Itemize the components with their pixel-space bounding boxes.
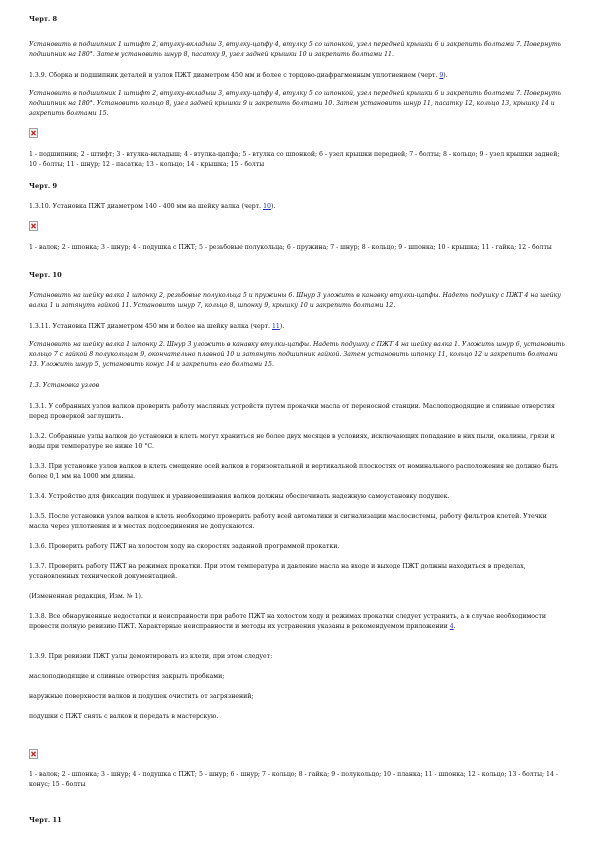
figure-caption: Черт. 9: [29, 182, 58, 190]
paragraph-with-link: 1.3.10. Установка ПЖТ диаметром 140 - 400 мм на шейку валка (черт. 10).: [29, 203, 276, 210]
paragraph: 1.3.3. При установке узлов валков в клеть смещение осей валков в горизонтальной и вертикальной плоскостях от номинального расположения не должно быть более 0,1 мм на 1000 мм длины.: [29, 463, 559, 480]
paragraph: Установить в подшипник 1 штифт 2, втулку-вкладыш 3, втулку-цапфу 4, втулку 5 со шпонкой, узел передней крышки 6 и закрепить болтами 7. Повернуть подшипник на 180°. Затем установить шнур 8, пасатку 9, узел задней крышки 10 и закрепить болтами 11.: [29, 41, 562, 58]
paragraph: Установить в подшипник 1 штифт 2, втулку-вкладыш 3, втулку-цапфу 4, втулку 5 со шпонкой, узел передней крышки 6 и закрепить болтами 7. Повернуть подшипник на 180°. Установить кольцо 8, узел задней крышки 9 и закрепить болтами 10. Затем установить шнур 11, пасатку 12, кольцо 13, крышку 14 и закрепить болтами 15.: [29, 90, 562, 117]
paragraph: 1.3.5. После установки узлов валков в клеть необходимо проверить работу всей автоматики и сигнализации маслосистемы, работу фильтров клетей. Утечки масла через уплотнения и в местах подсоединения не допускаются.: [29, 513, 547, 530]
figure-caption: Черт. 10: [29, 271, 62, 279]
paragraph-with-link: 1.3.9. Сборка и подшипник деталей и узлов ПЖТ диаметром 450 мм и более с торцово-диафрагменным уплотнением (черт. 9).: [29, 72, 448, 79]
figure-link[interactable]: 9: [439, 72, 444, 79]
list-item: маслоподводящие и сливные отверстия закрыть пробками;: [29, 673, 225, 680]
broken-image-icon: [29, 749, 38, 759]
figure-link[interactable]: 10: [263, 203, 271, 210]
figure-legend: 1 - валок; 2 - шпонка; 3 - шнур; 4 - подушка с ПЖТ; 5 - шнур; 6 - шнур; 7 - кольцо; 8 - гайка; 9 - полукольцо; 10 - планка; 11 - шпонка; 12 - кольцо; 13 - болты; 14 - конус; 15 - болты: [29, 771, 558, 788]
paragraph: 1.3.6. Проверить работу ПЖТ на холостом ходу на скоростях заданной программой прокатки.: [29, 543, 340, 550]
broken-image-icon: [29, 221, 38, 231]
section-heading: 1.3. Установка узлов: [29, 382, 100, 389]
list-item: подушки с ПЖТ снять с валков и передать в мастерскую.: [29, 713, 219, 720]
paragraph: 1.3.4. Устройство для фиксации подушек и уравновешивания валков должны обеспечивать надежную самоустановку подушек.: [29, 493, 450, 500]
figure-legend: 1 - валок; 2 - шпонка; 3 - шнур; 4 - подушка с ПЖТ; 5 - резьбовые полукольца; 6 - пружина; 7 - шнур; 8 - кольцо; 9 - шпонка; 10 - крышка; 11 - гайка; 12 - болты: [29, 244, 552, 251]
paragraph: 1.3.2. Собранные узлы валков до установки в клеть могут храниться не более двух месяцев в условиях, исключающих попадание в них пыли, окалины, грязи и воды при температуре не ниже 10 °С.: [29, 433, 555, 450]
paragraph: (Измененная редакция, Изм. № 1).: [29, 593, 143, 600]
paragraph: 1.3.1. У собранных узлов валков проверить работу масляных устройств путем прокачки масла от переносной станции. Маслоподводящие и сливные отверстия перед проверкой заглушить.: [29, 403, 555, 420]
broken-image-icon: [29, 128, 38, 138]
appendix-link[interactable]: 4: [449, 623, 454, 630]
figure-legend: 1 - подшипник; 2 - штифт; 3 - втулка-вкладыш; 4 - втулка-цапфа; 5 - втулка со шпонкой; 6 - узел крышки передней; 7 - болты; 8 - кольцо; 9 - узел крышки задней; 10 - болты; 11 - шнур; 12 - пасатка; 13 - кольцо; 14 - крышка; 15 - болты: [29, 151, 560, 168]
paragraph: Установить на шейку валка 1 шпонку 2. Шнур 3 уложить в канавку втулки-цапфы. Надеть подушку с ПЖТ 4 на шейку валка 1. Уложить шнур 6, установить кольцо 7 с гайкой 8 полукольцам 9, окончательно плавной 10 и затянуть подшипник гайкой. Затем установить шпонку 11, кольцо 12 и закрепить болтами 13. Уложить шнур 5, установить конус 14 и закрепить его болтами 15.: [29, 341, 565, 368]
paragraph-with-link: 1.3.8. Все обнаруженные недостатки и неисправности при работе ПЖТ на холостом ходу и режимах прокатки следует устранить, а в случае необходимости провести полную ревизию ПЖТ. Характерные неисправности и методы их устранения указаны в рекомендуемом приложении 4.: [29, 613, 547, 630]
figure-link[interactable]: 11: [271, 323, 280, 330]
figure-caption: Черт. 11: [29, 816, 62, 824]
list-item: наружные поверхности валков и подушек очистить от загрязнений;: [29, 693, 254, 700]
paragraph: 1.3.9. При ревизии ПЖТ узлы демонтировать из клети, при этом следует:: [29, 653, 273, 660]
paragraph-with-link: 1.3.11. Установка ПЖТ диаметром 450 мм и более на шейку валка (черт. 11).: [29, 323, 285, 330]
paragraph: Установить на шейку валка 1 шпонку 2, резьбовые полукольца 5 и пружины 6. Шнур 3 уложить в канавку втулки-цапфы. Надеть подушку с ПЖТ 4 на шейку валка 1 и затянуть гайкой 11. Установить шнур 7, кольцо 8, шпонку 9, крышку 10 и закрепить болтами 12.: [29, 292, 561, 309]
paragraph: 1.3.7. Проверить работу ПЖТ на режимах прокатки. При этом температура и давление масла на входе и выходе ПЖТ должны находиться в пределах, установленных технической документацией.: [29, 563, 526, 580]
figure-caption: Черт. 8: [29, 15, 58, 23]
